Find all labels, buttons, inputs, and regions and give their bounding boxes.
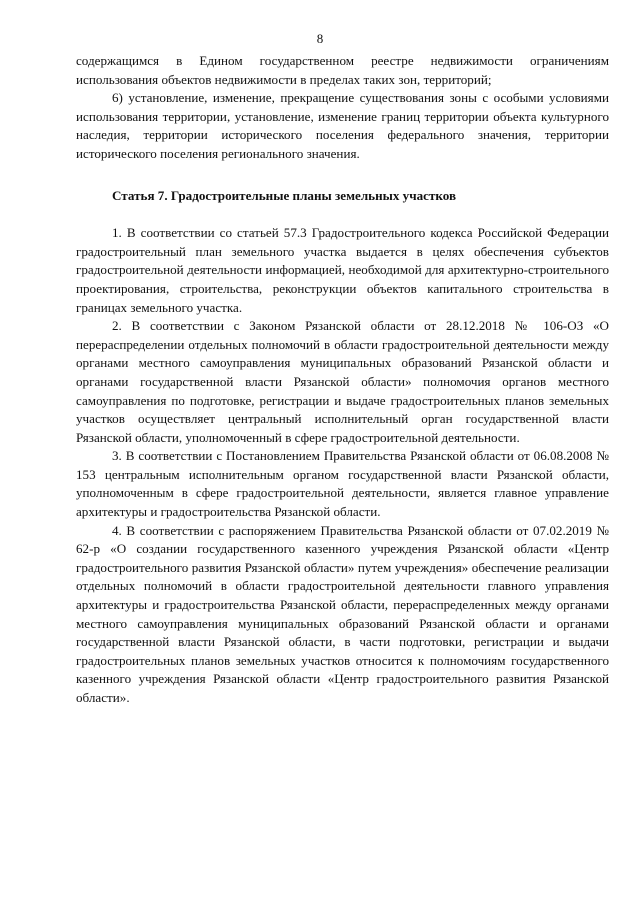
paragraph-item-6: 6) установление, изменение, прекращение существования зоны с особыми условиями использования территории, установление, изменение границ территории объекта культурного наследия, территории исторического поселения федерального значения, территории исторического поселения регионального значения. [76,90,609,161]
document-body [76,52,609,708]
page-number: 8 [316,31,324,46]
article-paragraph-3: 3. В соответствии с Постановлением Правительства Рязанской области от 06.08.2008 № 153 центральным исполнительным органом государственной власти Рязанской области, уполномоченным в сфере градостроительной деятельности, является главное управление архитектуры и градостроительства Рязанской области. [76,448,609,520]
article-paragraph-2: 2. В соответствии с Законом Рязанской области от 28.12.2018 № 106-ОЗ «О перераспределении отдельных полномочий в области градостроительной деятельности между органами местного самоуправления муниципальных образований Рязанской области и органами государственной власти Рязанской области» полномочия органов местного самоуправления по подготовке, регистрации и выдаче градостроительных планов земельных участков осуществляет центральный исполнительный орган государственной власти Рязанской области, уполномоченный в сфере градостроительной деятельности. [76,318,609,445]
article-heading: Статья 7. Градостроительные планы земельных участков [112,187,457,203]
paragraph-continuation: содержащимся в Едином государственном реестре недвижимости ограничениям использования объектов недвижимости в пределах таких зон, территорий; [76,53,609,87]
article-paragraph-1: 1. В соответствии со статьей 57.3 Градостроительного кодекса Российской Федерации градостроительный план земельного участка выдается в целях обеспечения субъектов градостроительной деятельности информацией, необходимой для архитектурно-строительного проектирования, строительства, реконструкции объектов капитального строительства в границах земельного участка. [76,225,609,315]
article-paragraph-4: 4. В соответствии с распоряжением Правительства Рязанской области от 07.02.2019 № 62-р «О создании государственного казенного учреждения Рязанской области «Центр градостроительного развития Рязанской области» путем учреждения» обеспечение реализации отдельных полномочий в области градостроительной деятельности главного управления архитектуры и градостроительства Рязанской области, перераспределенных между органами местного самоуправления муниципальных образований Рязанской области и органами государственной власти Рязанской области, в части подготовки, регистрации и выдачи градостроительных планов земельных участков относится к полномочиям государственного казенного учреждения Рязанской области «Центр градостроительного развития Рязанской области». [76,522,609,705]
